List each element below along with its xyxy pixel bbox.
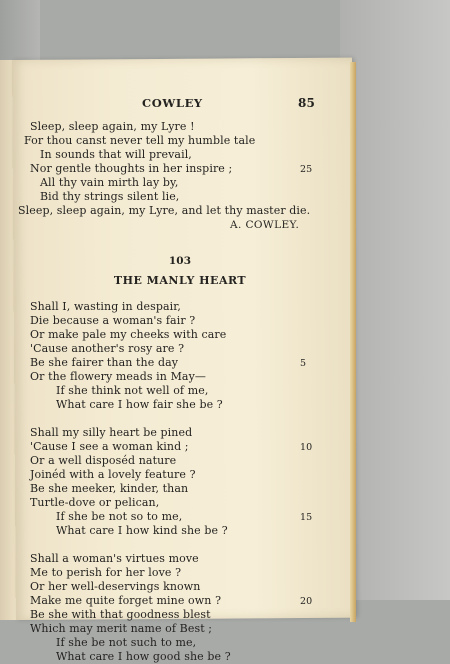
verse-text: Me to perish for her love ? — [30, 566, 182, 579]
second-poem — [30, 300, 330, 664]
verse-text: Or the flowery meads in May— — [30, 370, 207, 383]
poem-title: THE MANLY HEART — [113, 274, 247, 287]
verse-line — [30, 496, 330, 510]
author-signature — [30, 218, 330, 232]
verse-line — [30, 300, 330, 314]
verse-line — [30, 384, 330, 398]
verse-line — [30, 594, 330, 608]
verse-text: Be she meeker, kinder, than — [30, 482, 189, 495]
verse-text: If she think not well of me, — [56, 384, 209, 397]
verse-line — [30, 398, 330, 412]
verse-text: If she be not such to me, — [56, 636, 197, 649]
verse-text: Bid thy strings silent lie, — [40, 190, 180, 203]
verse-line — [30, 356, 330, 370]
verse-line — [30, 370, 330, 384]
verse-line — [30, 314, 330, 328]
verse-text: Be she with that goodness blest — [30, 608, 211, 621]
running-head — [30, 94, 330, 120]
verse-text: What care I how kind she be ? — [56, 524, 228, 537]
verse-line — [30, 176, 330, 190]
verse-text: What care I how good she be ? — [56, 650, 231, 663]
verse-line — [18, 204, 330, 218]
verse-line — [30, 482, 330, 496]
verse-line — [30, 120, 330, 134]
verse-text: Which may merit name of Best ; — [30, 622, 213, 635]
line-number: 25 — [300, 164, 313, 175]
poem-number: 103 — [168, 255, 192, 267]
verse-text: Shall a woman's virtues move — [30, 552, 199, 565]
verse-text: 'Cause another's rosy are ? — [30, 342, 185, 355]
stanza — [30, 552, 330, 664]
stanza — [30, 300, 330, 412]
verse-text: 'Cause I see a woman kind ; — [30, 440, 189, 453]
verse-text: Sleep, sleep again, my Lyre ! — [30, 120, 195, 133]
verse-text: Turtle-dove or pelican, — [30, 496, 160, 509]
running-title: COWLEY — [142, 96, 203, 110]
verse-line — [30, 608, 330, 622]
verse-text: In sounds that will prevail, — [40, 148, 192, 161]
verse-text: What care I how fair she be ? — [56, 398, 223, 411]
verse-text: For thou canst never tell my humble tale — [24, 134, 256, 147]
first-poem — [18, 120, 330, 218]
verse-line — [30, 454, 330, 468]
page-text — [18, 94, 330, 664]
line-number: 5 — [300, 358, 307, 369]
verse-line — [30, 162, 330, 176]
page-number: 85 — [298, 96, 315, 110]
verse-text: Shall I, wasting in despair, — [30, 300, 181, 313]
verse-text: If she be not so to me, — [56, 510, 183, 523]
background-right — [340, 0, 450, 600]
verse-text: Nor gentle thoughts in her inspire ; — [30, 162, 233, 175]
verse-line — [30, 190, 330, 204]
verse-line — [30, 510, 330, 524]
verse-line — [30, 440, 330, 454]
line-number: 10 — [300, 442, 313, 453]
verse-line — [30, 552, 330, 566]
verse-line — [30, 148, 330, 162]
verse-text: Or her well-deservings known — [30, 580, 201, 593]
verse-line — [30, 650, 330, 664]
verse-text: Shall my silly heart be pined — [30, 426, 193, 439]
verse-text: Die because a woman's fair ? — [30, 314, 196, 327]
verse-text: Joinéd with a lovely feature ? — [30, 468, 196, 481]
page-fore-edge — [350, 62, 356, 622]
verse-line — [24, 134, 330, 148]
verse-line — [30, 342, 330, 356]
verse-line — [30, 426, 330, 440]
verse-line — [30, 524, 330, 538]
verse-text: Make me quite forget mine own ? — [30, 594, 222, 607]
verse-line — [30, 328, 330, 342]
verse-text: Or make pale my cheeks with care — [30, 328, 227, 341]
verse-line — [30, 566, 330, 580]
verse-line — [30, 622, 330, 636]
verse-line — [30, 468, 330, 482]
verse-line — [30, 636, 330, 650]
verse-text: Or a well disposéd nature — [30, 454, 177, 467]
line-number: 15 — [300, 512, 313, 523]
verse-text: Sleep, sleep again, my Lyre, and let thy master die. — [18, 204, 311, 217]
author-name: A. COWLEY. — [230, 219, 300, 231]
verse-text: All thy vain mirth lay by, — [40, 176, 179, 189]
verse-line — [30, 580, 330, 594]
line-number: 20 — [300, 596, 313, 607]
stanza — [30, 426, 330, 538]
verse-text: Be she fairer than the day — [30, 356, 179, 369]
